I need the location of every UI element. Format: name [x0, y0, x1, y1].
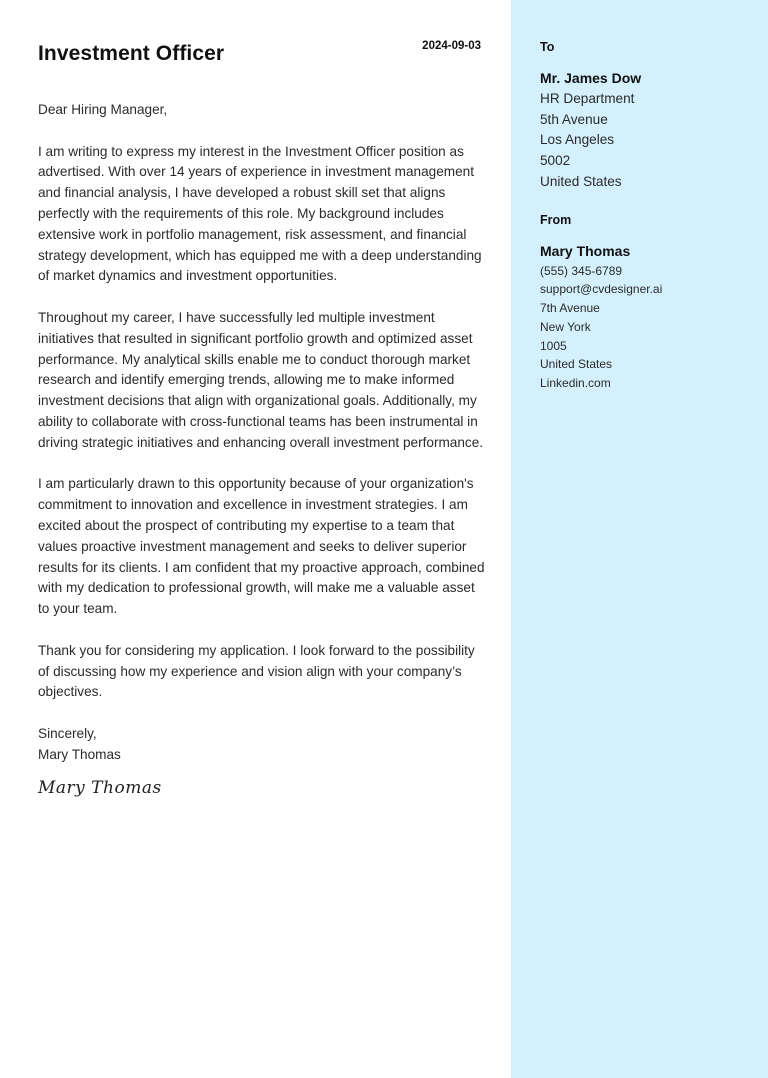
from-label: From: [540, 212, 572, 227]
letter-body: [38, 100, 486, 798]
sender-phone: (555) 345-6789: [540, 263, 623, 278]
recipient-name: Mr. James Dow: [540, 70, 642, 86]
letter-closing: Sincerely,: [38, 725, 97, 741]
letter-closing-name: Mary Thomas: [38, 746, 121, 762]
letter-paragraph-1: I am writing to express my interest in the Investment Officer position as advertised. With over 14 years of experience in investment management and financial analysis, I have developed a robust skill set that aligns perfectly with the requirements of this role. My background includes extensive work in portfolio management, risk assessment, and financial strategy development, which has equipped me with a deep understanding of market dynamics and investment opportunities.: [38, 143, 482, 284]
handwritten-signature: Mary Thomas: [38, 777, 162, 798]
contact-sidebar: [511, 0, 768, 1078]
recipient-country: United States: [540, 173, 622, 189]
sender-city: New York: [540, 319, 591, 334]
sender-linkedin: Linkedin.com: [540, 376, 611, 390]
page-title: Investment Officer: [38, 42, 225, 65]
contact-sidebar-content: [540, 40, 760, 393]
sender-zip: 1005: [540, 338, 567, 353]
sender-street: 7th Avenue: [540, 301, 600, 316]
sender-email: support@cvdesigner.ai: [540, 282, 663, 297]
sender-name: Mary Thomas: [540, 242, 631, 259]
recipient-street: 5th Avenue: [540, 111, 608, 127]
sender-country: United States: [540, 357, 613, 372]
recipient-city: Los Angeles: [540, 132, 615, 148]
recipient-department: HR Department: [540, 90, 635, 106]
letter-date: 2024-09-03: [422, 40, 481, 52]
recipient-zip: 5002: [540, 153, 571, 169]
letter-paragraph-4: Thank you for considering my application. I look forward to the possibility of discussing how my experience and vision align with your company’s objectives.: [38, 642, 475, 700]
letter-paragraph-2: Throughout my career, I have successfully led multiple investment initiatives that resulted in significant portfolio growth and optimized asset performance. My analytical skills enable me to conduct thorough market research and identify emerging trends, allowing me to make informed investment decisions that align with organizational goals. Additionally, my ability to collaborate with cross-functional teams has been instrumental in driving strategic initiatives and enhancing overall investment performance.: [38, 309, 484, 450]
to-label: To: [540, 40, 555, 54]
letter-greeting: Dear Hiring Manager,: [38, 102, 168, 117]
letter-paragraph-3: I am particularly drawn to this opportunity because of your organization's commitment to innovation and excellence in investment strategies. I am excited about the prospect of contributing my expertise to a team that values proactive investment management and seeks to deliver superior results for its clients. I am confident that my proactive approach, combined with my dedication to professional growth, will make me a valuable asset to your team.: [38, 476, 485, 617]
